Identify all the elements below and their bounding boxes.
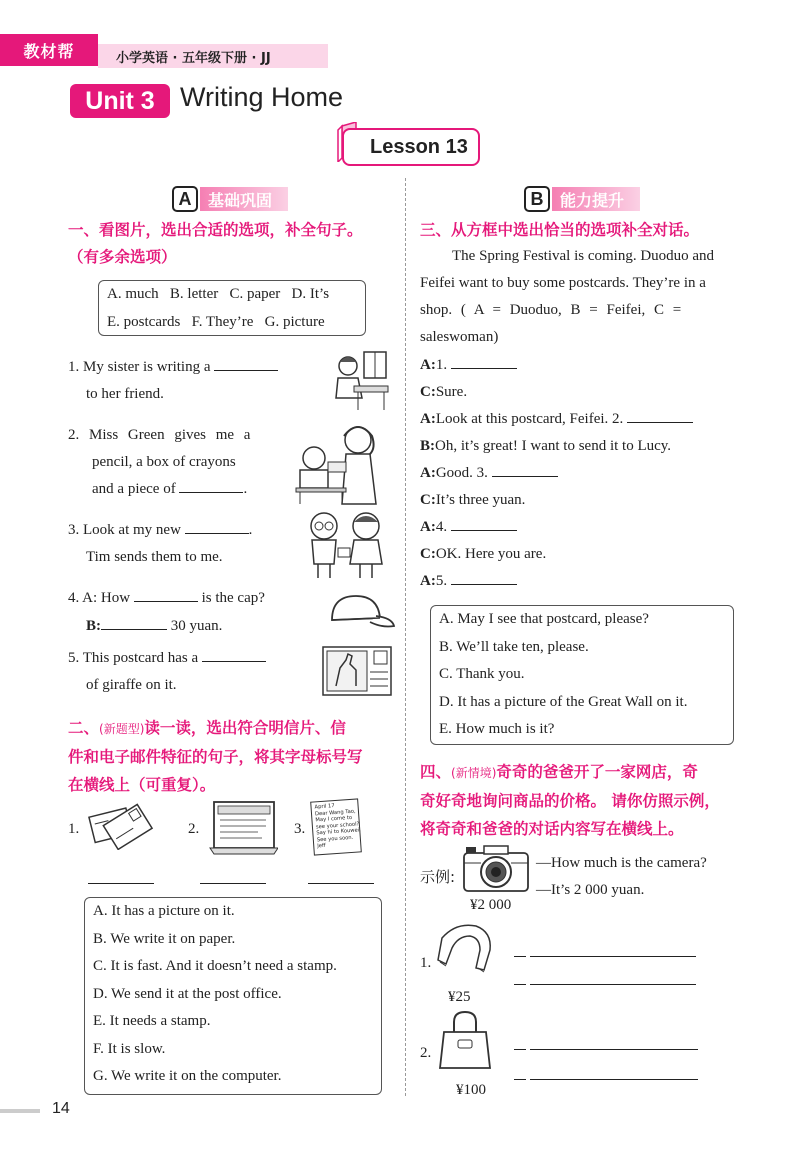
q2-title-line2: 件和电子邮件特征的句子，将其字母标号写	[68, 748, 363, 766]
answer-line	[514, 937, 696, 957]
speaker: A:	[420, 465, 436, 481]
speaker: A:	[420, 573, 436, 589]
section-a-header	[172, 185, 288, 213]
girl-writing-illustration	[330, 348, 390, 412]
brand-tab: 教材帮	[0, 34, 98, 66]
speaker: C:	[420, 384, 436, 400]
q4-title	[420, 758, 698, 787]
answer-blank[interactable]	[179, 477, 243, 493]
speaker: A:	[420, 357, 436, 373]
q1-item-text: 4. A: How	[68, 590, 131, 606]
q4-item-2-answers	[514, 1030, 698, 1080]
q1-item-2: 2. Miss Green gives me a	[68, 427, 251, 443]
q2-pic-num-1: 1.	[68, 821, 80, 837]
letter-icon: April 17 Dear Wang Tao, May I come to see your school? Say hi to Kouwei. See you soon. Jeff	[310, 798, 362, 855]
answer-blank[interactable]	[185, 518, 249, 534]
q1-item-1	[68, 354, 278, 381]
q3-option: D. It has a picture of the Great Wall on it.	[439, 693, 688, 710]
q3-intro	[420, 243, 746, 351]
q4-item-price-1: ¥25	[448, 989, 471, 1005]
email-screen-icon	[208, 800, 278, 858]
q1-item-5	[68, 645, 266, 672]
scarf-icon	[436, 920, 498, 976]
two-kids-illustration	[302, 508, 390, 580]
handbag-icon	[438, 1008, 492, 1072]
dialog-text: 5.	[435, 573, 448, 589]
section-b-letter: B	[524, 186, 550, 212]
q4-item-num-1: 1.	[420, 955, 432, 971]
dialog-line	[420, 379, 693, 406]
teacher-giving-pencil-illustration	[294, 418, 386, 506]
dialog-text: 1.	[435, 357, 448, 373]
q1-item-1-line2: to her friend.	[86, 386, 164, 402]
q2-title-text: 读一读，选出符合明信片、信	[144, 719, 346, 737]
q2-option: C. It is fast. And it doesn’t need a stamp.	[93, 958, 337, 974]
q1-options-box	[98, 280, 366, 336]
q4-title-line2: 奇好奇地询问商品的价格。 请你仿照示例，	[420, 792, 720, 810]
q2-option: B. We write it on paper.	[93, 930, 236, 947]
q3-intro-line: shop. ( A = Duoduo, B = Feifei, C =	[420, 302, 682, 318]
q1-item-text: is the cap?	[201, 590, 265, 606]
q1-item-4-line2	[86, 613, 222, 640]
example-price: ¥2 000	[470, 897, 512, 913]
dialog-text: Good. 3.	[435, 465, 488, 481]
q1-title: 一、看图片，选出合适的选项，补全句子。	[68, 221, 363, 239]
q2-title-num: 二、	[68, 719, 100, 737]
q2-option: F. It is slow.	[93, 1040, 166, 1057]
answer-blank[interactable]	[308, 868, 374, 884]
q2-option: G. We write it on the computer.	[93, 1068, 282, 1084]
q3-dialog	[420, 352, 693, 595]
answer-line	[514, 1050, 698, 1080]
answer-blank[interactable]	[214, 355, 278, 371]
dialog-line	[420, 568, 693, 595]
dialog-text: 4.	[435, 519, 448, 535]
answer-blank[interactable]	[530, 1064, 698, 1080]
q2-title-line3: 在横线上（可重复）。	[68, 776, 216, 794]
q1-options-row: E. postcards F. They’re G. picture	[107, 313, 325, 330]
example-answer: —It’s 2 000 yuan.	[536, 882, 645, 898]
column-divider	[405, 178, 406, 1096]
q3-intro-line: The Spring Festival is coming. Duoduo and	[452, 248, 715, 264]
q4-item-price-2: ¥100	[456, 1082, 486, 1098]
dialog-text: It’s three yuan.	[435, 492, 526, 508]
q2-option: D. We send it at the post office.	[93, 985, 282, 1002]
q4-title-line3: 将奇奇和爸爸的对话内容写在横线上。	[420, 820, 684, 838]
dialog-text: OK. Here you are.	[435, 546, 547, 562]
q1-options-row: A. much B. letter C. paper D. It’s	[107, 286, 330, 302]
page-number: 14	[52, 1100, 70, 1117]
q2-title	[68, 714, 346, 743]
q3-options-box	[430, 605, 734, 745]
q1-item-2-line3	[92, 476, 247, 503]
q4-tag: (新情境)	[451, 766, 497, 780]
section-b-header	[524, 185, 640, 213]
answer-blank[interactable]	[492, 461, 558, 477]
q2-tag: (新题型)	[99, 722, 145, 736]
unit-title: Writing Home	[180, 82, 344, 112]
answer-blank[interactable]	[451, 569, 517, 585]
q1-item-3	[68, 517, 252, 544]
q3-title: 三、从方框中选出恰当的选项补全对话。	[420, 221, 700, 239]
dialog-line	[420, 352, 693, 379]
dialog-text: Look at this postcard, Feifei. 2.	[435, 411, 624, 427]
answer-blank[interactable]	[202, 646, 266, 662]
answer-blank[interactable]	[530, 1034, 698, 1050]
q4-title-text: 奇奇的爸爸开了一家网店，奇	[496, 763, 698, 781]
book-title-bar: 小学英语 · 五年级下册 · JJ	[98, 44, 328, 68]
answer-blank[interactable]	[101, 614, 167, 630]
speaker: C:	[420, 492, 436, 508]
speaker: A:	[420, 411, 436, 427]
dialog-line	[420, 514, 693, 541]
speaker: C:	[420, 546, 436, 562]
answer-blank[interactable]	[530, 969, 696, 985]
answer-blank[interactable]	[627, 407, 693, 423]
cap-icon	[326, 592, 396, 632]
q1-item-text: .	[243, 481, 248, 497]
speaker: B:	[420, 438, 435, 454]
answer-blank[interactable]	[530, 941, 696, 957]
q2-pic-num-2: 2.	[188, 821, 200, 837]
q1-item-text: and a piece of	[92, 481, 176, 497]
postcard-icon	[86, 802, 154, 850]
dialog-line	[420, 541, 693, 568]
q4-title-num: 四、	[420, 763, 452, 781]
q3-option: E. How much is it?	[439, 721, 555, 737]
q1-item-text: 5. This postcard has a	[68, 650, 199, 666]
q3-intro-line: saleswoman)	[420, 329, 499, 345]
dialog-text: Sure.	[435, 384, 468, 400]
q4-item-1-answers	[514, 937, 696, 985]
answer-blank[interactable]	[134, 586, 198, 602]
q1-subtitle: （有多余选项）	[68, 248, 177, 266]
section-b-label: 能力提升	[552, 187, 640, 211]
q1-item-text: 3. Look at my new	[68, 522, 181, 538]
dialog-line	[420, 406, 693, 433]
dialog-line	[420, 460, 693, 487]
q1-item-2-line2: pencil, a box of crayons	[92, 454, 236, 470]
giraffe-postcard-icon	[322, 646, 392, 696]
q4-item-num-2: 2.	[420, 1045, 432, 1061]
q2-options-box	[84, 897, 382, 1095]
q1-item-text: 30 yuan.	[170, 618, 223, 634]
q3-intro-line: Feifei want to buy some postcards. They’re in a	[420, 275, 706, 291]
q3-option: B. We’ll take ten, please.	[439, 638, 589, 655]
camera-icon	[462, 843, 530, 893]
dialog-line	[420, 433, 693, 460]
unit-badge: Unit 3	[70, 84, 170, 118]
answer-line	[514, 957, 696, 985]
q2-option: A. It has a picture on it.	[93, 903, 235, 919]
answer-blank[interactable]	[88, 868, 154, 884]
dialog-text: Oh, it’s great! I want to send it to Lucy.	[435, 438, 672, 454]
q3-option: C. Thank you.	[439, 666, 525, 682]
speaker: A:	[420, 519, 436, 535]
answer-line	[514, 1030, 698, 1050]
dialog-line	[420, 487, 693, 514]
q1-item-text: 1. My sister is writing a	[68, 359, 211, 375]
q1-item-5-line2: of giraffe on it.	[86, 677, 177, 693]
section-a-letter: A	[172, 186, 198, 212]
lesson-title: Lesson 13	[342, 128, 480, 166]
q1-item-text: .	[248, 522, 253, 538]
example-label: 示例:	[420, 868, 456, 886]
q1-item-4	[68, 585, 265, 612]
example-question: —How much is the camera?	[536, 855, 707, 871]
section-a-label: 基础巩固	[200, 187, 288, 211]
q3-option: A. May I see that postcard, please?	[439, 611, 649, 627]
q2-pic-num-3: 3.	[294, 821, 306, 837]
answer-blank[interactable]	[451, 353, 517, 369]
q2-option: E. It needs a stamp.	[93, 1013, 211, 1029]
answer-blank[interactable]	[200, 868, 266, 884]
answer-blank[interactable]	[451, 515, 517, 531]
q1-item-text: B:	[86, 618, 101, 634]
q1-item-3-line2: Tim sends them to me.	[86, 549, 223, 565]
page-number-bar	[0, 1109, 40, 1113]
